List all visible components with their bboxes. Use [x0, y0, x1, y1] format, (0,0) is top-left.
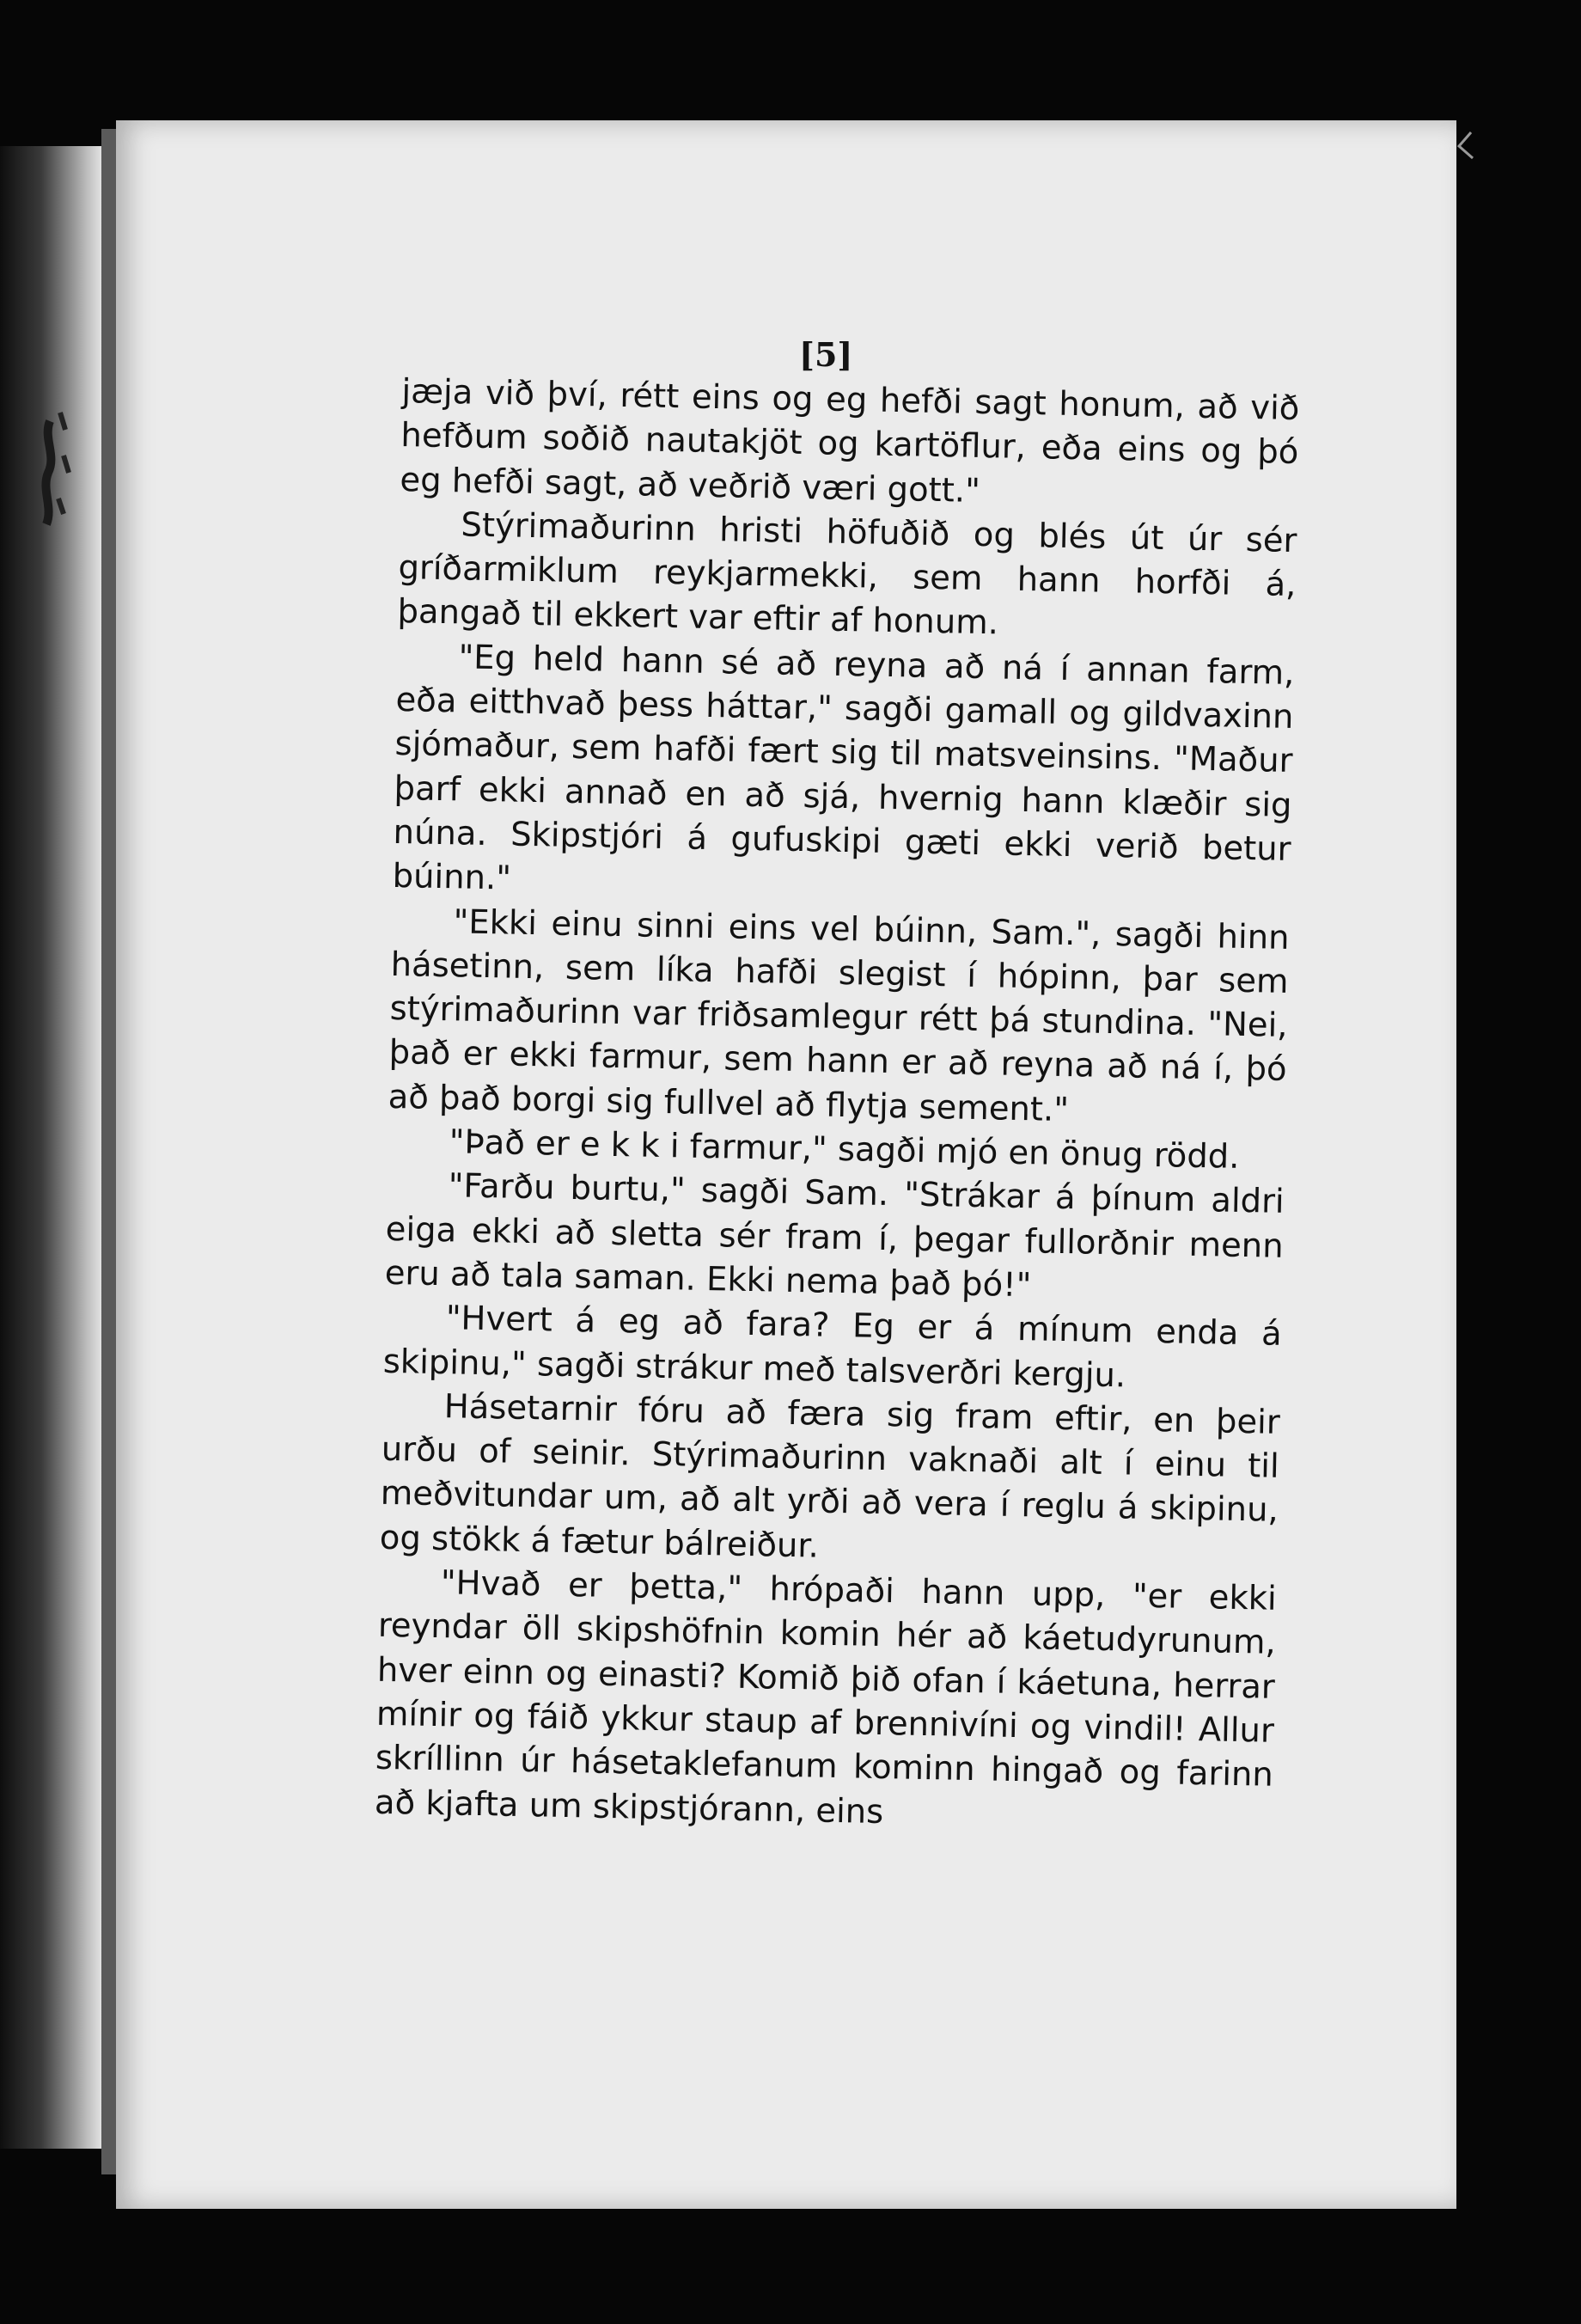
film-corner-mark [1452, 129, 1478, 163]
paragraph-7: "Hvert á eg að fara? Eg er á mínum enda á skipinu," sagði strákur með talsverðri kergju. [382, 1299, 1283, 1395]
page-number: [5] [799, 335, 853, 374]
paragraph-9: "Hvað er þetta," hrópaði hann upp, "er ekki reyndar öll skipshöfnin komin hér að káetudyrunum, hver einn og einasti? Komið þið ofan í káetuna, herrar mínir og fáið ykkur staup af brennivíni og vindil! Allur skríllinn úr hásetaklefanum kominn hingað og farinn að kjafta um skipstjórann, eins [374, 1563, 1278, 1832]
paragraph-6: "Farðu burtu," sagði Sam. "Strákar á þínum aldri eiga ekki að sletta sér fram í, þegar fullorðnir menn eru að tala saman. Ekki nema það þó!" [384, 1166, 1285, 1306]
paragraph-2: Stýrimaðurinn hristi höfuðið og blés út úr sér gríðarmiklum reykjarmekki, sem hann horfði á, þangað til ekkert var eftir af honum. [397, 505, 1297, 643]
page-body-text [375, 370, 1300, 1842]
paragraph-3: "Eg held hann sé að reyna að ná í annan farm, eða eitthvað þess háttar," sagði gamall og gildvaxinn sjómaður, sem hafði fært sig til matsveinsins. "Maður þarf ekki annað en að sjá, hvernig hann klæðir sig núna. Skipstjóri á gufuskipi gæti ekki verið betur búinn." [392, 638, 1295, 898]
paragraph-4: "Ekki einu sinni eins vel búinn, Sam.", sagði hinn hásetinn, sem líka hafði slegist í hópinn, þar sem stýrimaðurinn var friðsamlegur rétt þá stundina. "Nei, það er ekki farmur, sem hann er að reyna að ná í, þó að það borgi sig fullvel að flytja sement." [388, 902, 1290, 1129]
paragraph-5: "Það er e k k i farmur," sagði mjó en önug rödd. [449, 1122, 1240, 1177]
paragraph-8: Hásetarnir fóru að færa sig fram eftir, en þeir urðu of seinir. Stýrimaðurinn vaknaði alt í einu til meðvitundar um, að alt yrði að vera í reglu á skipinu, og stökk á fætur bálreiður. [379, 1386, 1281, 1566]
paragraph-1: jæja við því, rétt eins og eg hefði sagt honum, að við hefðum soðið nautakjöt og kartöflur, eða eins og þó eg hefði sagt, að veðrið væri gott." [400, 371, 1300, 511]
